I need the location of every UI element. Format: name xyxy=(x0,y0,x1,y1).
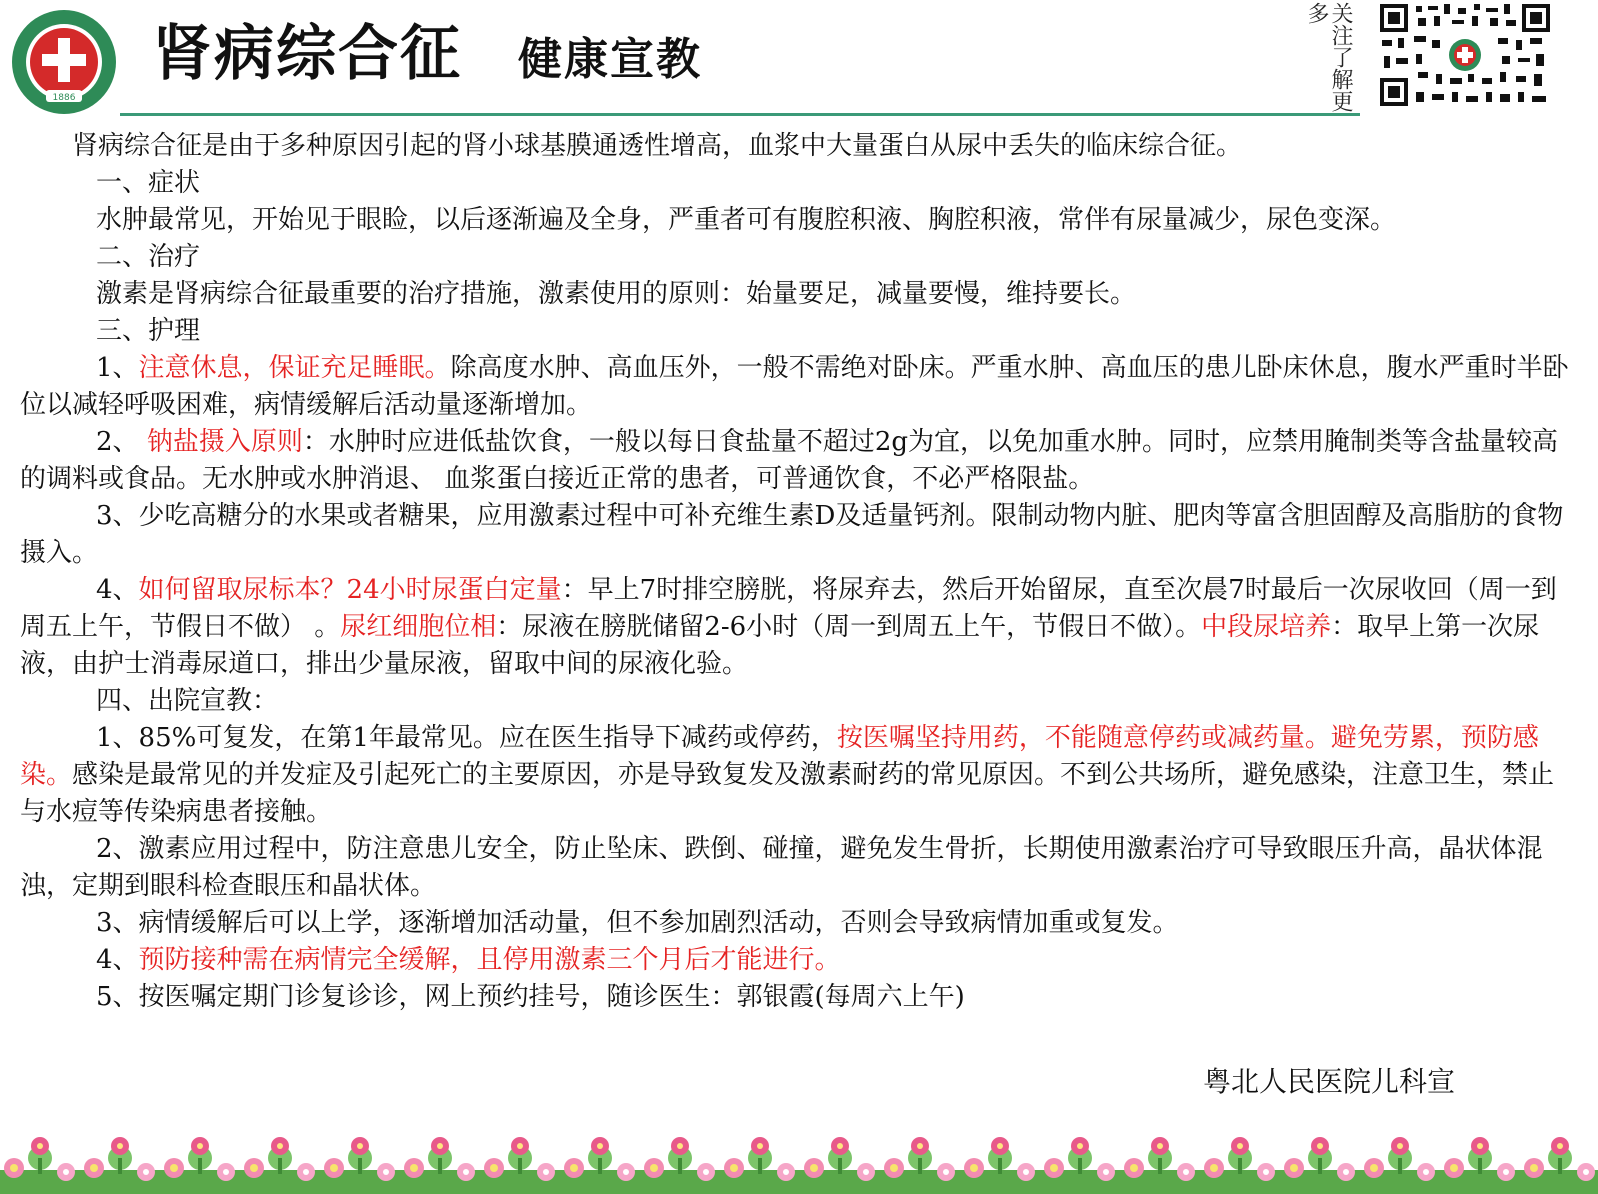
discharge-item-5: 5、按医嘱定期门诊复诊诊，网上预约挂号，随诊医生：郭银霞(每周六上午) xyxy=(96,982,965,1012)
care-item-2-highlight: 钠盐摄入原则 xyxy=(146,427,303,457)
symptoms-paragraph: 水肿最常见，开始见于眼睑，以后逐渐遍及全身，严重者可有腹腔积液、胸腔积液，常伴有尿量减少，尿色变深。 xyxy=(96,205,1397,235)
discharge-item-3: 3、病情缓解后可以上学，逐渐增加活动量，但不参加剧烈活动，否则会导致病情加重或复发。 xyxy=(96,908,1179,938)
care-item-2 xyxy=(20,424,1572,498)
care-item-4 xyxy=(20,572,1572,683)
care-item-1-number: 1、 xyxy=(96,353,139,383)
discharge-item-4-number: 4、 xyxy=(96,945,139,975)
page-header xyxy=(0,0,1598,120)
care-item-4-text-2: ：尿液在膀胱储留2-6小时（周一到周五上午，节假日不做）。 xyxy=(496,612,1202,642)
discharge-item-1-text-2: 感染是最常见的并发症及引起死亡的主要原因，亦是导致复发及激素耐药的常见原因。不到公共场所，避免感染，注意卫生，禁止与水痘等传染病患者接触。 xyxy=(20,760,1555,827)
logo-year: 1886 xyxy=(52,93,76,103)
care-item-4-text-1: ：早上7时排空膀胱，将尿弃去，然后开始留尿，直至次晨7时最后一次尿收回（周一到周五上午，节假日不做） 。 xyxy=(20,575,1557,642)
qr-code-icon[interactable] xyxy=(1378,2,1552,108)
care-item-4-number: 4、 xyxy=(96,575,139,605)
discharge-item-1 xyxy=(20,720,1572,831)
follow-text: 关注了解更多 xyxy=(1304,2,1353,112)
care-item-1-text: 除高度水肿、高血压外，一般不需绝对卧床。严重水肿、高血压的患儿卧床休息，腹水严重时半卧位以减轻呼吸困难，病情缓解后活动量逐渐增加。 xyxy=(20,353,1569,420)
care-item-4-highlight-2: 尿红细胞位相 xyxy=(340,612,497,642)
care-item-2-text: ：水肿时应进低盐饮食，一般以每日食盐量不超过2g为宜，以免加重水肿。同时，应禁用腌制类等含盐量较高的调料或食品。无水肿或水肿消退、 血浆蛋白接近正常的患者，可普通饮食，不必严格限盐。 xyxy=(20,427,1559,494)
discharge-item-2: 2、激素应用过程中，防注意患儿安全，防止坠床、跌倒、碰撞，避免发生骨折，长期使用激素治疗可导致眼压升高，晶状体混浊，定期到眼科检查眼压和晶状体。 xyxy=(20,834,1543,901)
flower-border-decoration xyxy=(0,1118,1598,1194)
article-body xyxy=(20,128,1572,1016)
care-item-3: 3、少吃高糖分的水果或者糖果，应用激素过程中可补充维生素D及适量钙剂。限制动物内脏、肥肉等富含胆固醇及高脂肪的食物摄入。 xyxy=(20,501,1564,568)
care-item-2-number: 2、 xyxy=(96,427,147,457)
discharge-item-4 xyxy=(20,942,1572,979)
signature: 粤北人民医院儿科宣 xyxy=(1203,1065,1456,1098)
section-heading-care: 三、护理 xyxy=(96,316,201,346)
care-item-4-highlight-1: 如何留取尿标本？24小时尿蛋白定量 xyxy=(138,575,562,605)
section-heading-discharge: 四、出院宣教： xyxy=(96,686,279,716)
discharge-item-1-text-1: 1、85%可复发，在第1年最常见。应在医生指导下减药或停药， xyxy=(96,723,837,753)
page-subtitle: 健康宣教 xyxy=(518,34,702,85)
header-divider xyxy=(120,113,1360,116)
section-heading-treatment: 二、治疗 xyxy=(96,242,201,272)
discharge-item-1-highlight: 按医嘱坚持用药，不能随意停药或减药量。避免劳累，预防感染。 xyxy=(20,723,1539,790)
care-item-4-text-3: ：取早上第一次尿液，由护士消毒尿道口，排出少量尿液，留取中间的尿液化验。 xyxy=(20,612,1540,679)
section-heading-symptoms: 一、症状 xyxy=(96,168,201,198)
discharge-item-4-highlight: 预防接种需在病情完全缓解，且停用激素三个月后才能进行。 xyxy=(138,945,841,975)
page-title: 肾病综合征 xyxy=(152,19,462,89)
care-item-1-highlight: 注意休息，保证充足睡眠。 xyxy=(138,353,451,383)
intro-paragraph: 肾病综合征是由于多种原因引起的肾小球基膜通透性增高，血浆中大量蛋白从尿中丢失的临床综合征。 xyxy=(72,131,1243,161)
care-item-4-highlight-3: 中段尿培养 xyxy=(1201,612,1332,642)
hospital-logo xyxy=(10,8,118,116)
treatment-paragraph: 激素是肾病综合征最重要的治疗措施，激素使用的原则：始量要足，减量要慢，维持要长。 xyxy=(96,279,1137,309)
care-item-1 xyxy=(20,350,1572,424)
